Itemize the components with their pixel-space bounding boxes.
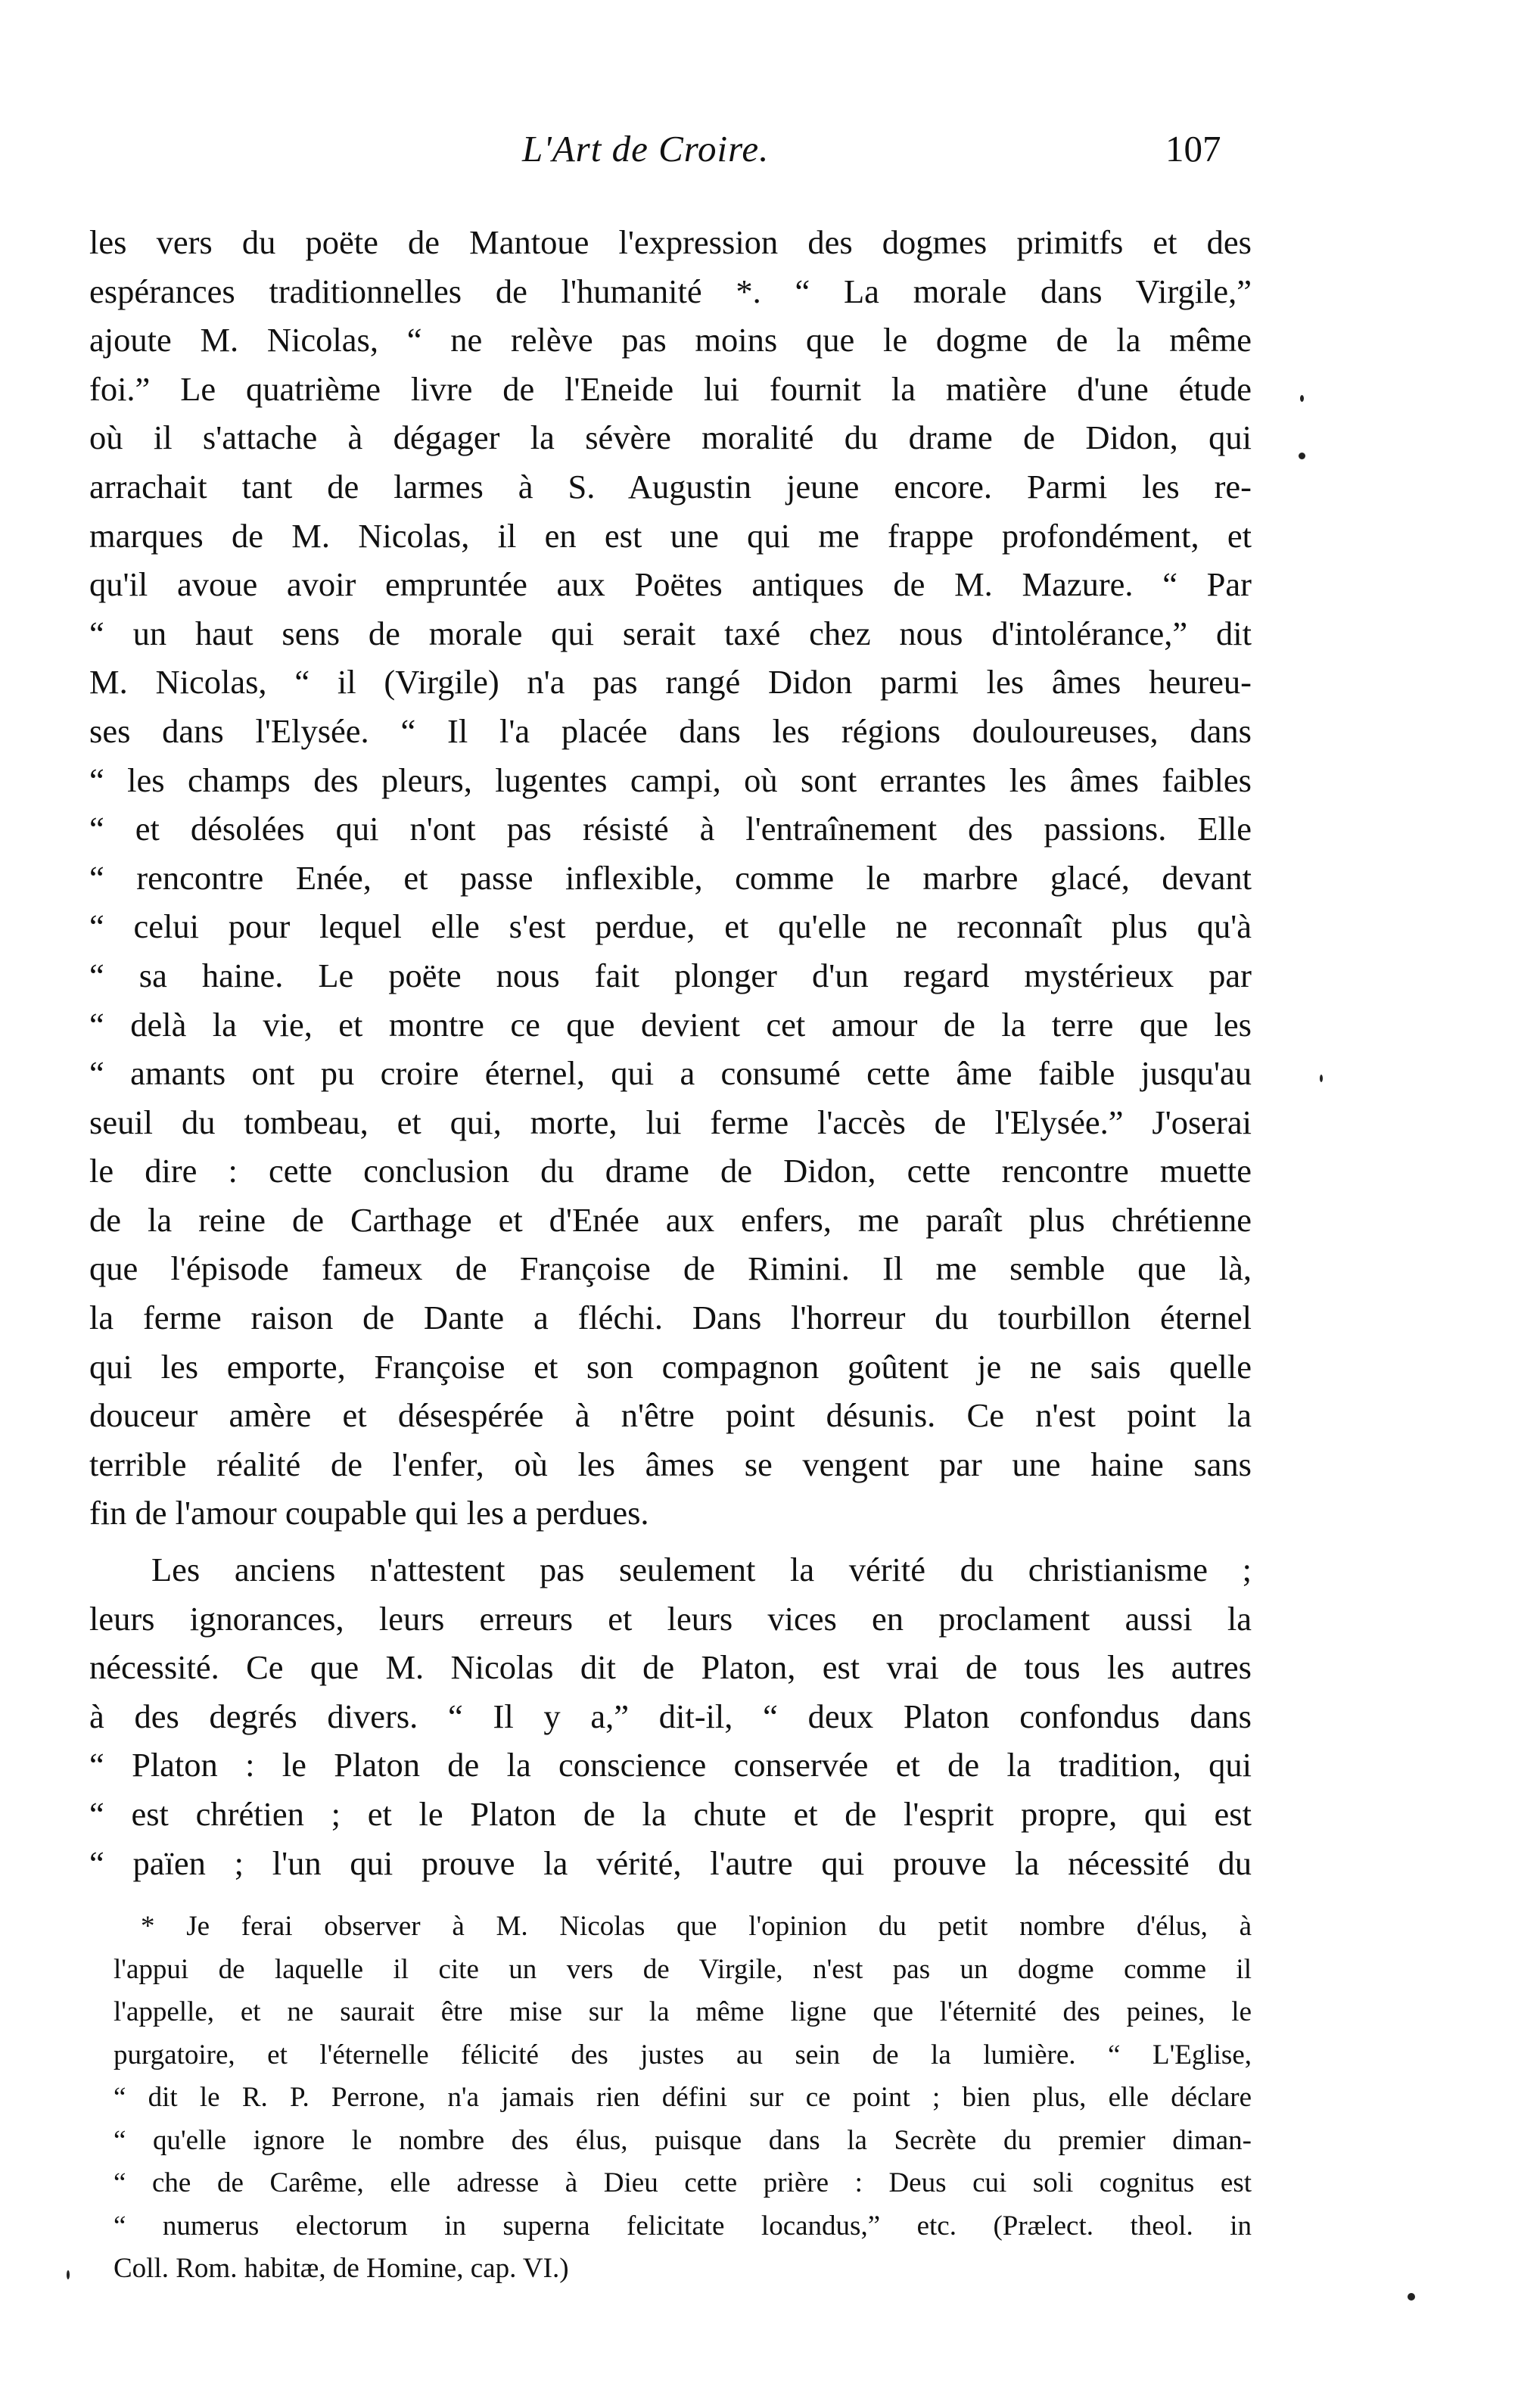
text-line: “ delà la vie, et montre ce que devient cet amour de la terre que les: [89, 1005, 1252, 1044]
page-number: 107: [1165, 128, 1221, 170]
text-line: fin de l'amour coupable qui les a perdues.: [89, 1494, 649, 1532]
text-line: Les anciens n'attestent pas seulement la vérité du christianisme ;: [151, 1551, 1252, 1589]
text-line: “ est chrétien ; et le Platon de la chute et de l'esprit propre, qui est: [89, 1795, 1252, 1833]
text-line: les vers du poëte de Mantoue l'expression des dogmes primitfs et des: [89, 223, 1252, 261]
text-line: M. Nicolas, “ il (Virgile) n'a pas rangé Didon parmi les âmes heureu-: [89, 663, 1252, 702]
text-line: marques de M. Nicolas, il en est une qui me frappe profondément, et: [89, 516, 1252, 555]
scan-speck: [1320, 1075, 1323, 1082]
scan-speck: [1408, 2293, 1415, 2301]
text-line: douceur amère et désespérée à n'être point désunis. Ce n'est point la: [89, 1396, 1252, 1435]
footnote-line: “ qu'elle ignore le nombre des élus, puisque dans la Secrète du premier diman-: [114, 2124, 1252, 2156]
footnote-line: purgatoire, et l'éternelle félicité des justes au sein de la lumière. “ L'Eglise,: [114, 2039, 1252, 2070]
text-line: qu'il avoue avoir empruntée aux Poëtes antiques de M. Mazure. “ Par: [89, 565, 1252, 604]
footnote-line: * Je ferai observer à M. Nicolas que l'opinion du petit nombre d'élus, à: [141, 1911, 1252, 1942]
text-line: “ celui pour lequel elle s'est perdue, et qu'elle ne reconnaît plus qu'à: [89, 907, 1252, 946]
text-line: “ amants ont pu croire éternel, qui a consumé cette âme faible jusqu'au: [89, 1054, 1252, 1093]
text-line: ses dans l'Elysée. “ Il l'a placée dans les régions douloureuses, dans: [89, 711, 1252, 750]
text-line: “ les champs des pleurs, lugentes campi, où sont errantes les âmes faibles: [89, 761, 1252, 799]
footnote-line: “ numerus electorum in superna felicitate locandus,” etc. (Prælect. theol. in: [114, 2210, 1252, 2242]
footnote-line: l'appelle, et ne saurait être mise sur la même ligne que l'éternité des peines, le: [114, 1996, 1252, 2027]
footnote-line: “ che de Carême, elle adresse à Dieu cette prière : Deus cui soli cognitus est: [114, 2167, 1252, 2198]
text-line: seuil du tombeau, et qui, morte, lui ferme l'accès de l'Elysée.” J'oserai: [89, 1103, 1252, 1141]
text-line: qui les emporte, Françoise et son compagnon goûtent je ne sais quelle: [89, 1347, 1252, 1386]
main-text: [89, 218, 1252, 1887]
text-line: “ rencontre Enée, et passe inflexible, comme le marbre glacé, devant: [89, 858, 1252, 897]
text-line: espérances traditionnelles de l'humanité *. “ La morale dans Virgile,”: [89, 272, 1252, 310]
text-line: “ un haut sens de morale qui serait taxé chez nous d'intolérance,” dit: [89, 614, 1252, 652]
scan-speck: [1300, 395, 1304, 402]
text-line: leurs ignorances, leurs erreurs et leurs vices en proclament aussi la: [89, 1599, 1252, 1638]
text-line: arrachait tant de larmes à S. Augustin jeune encore. Parmi les re-: [89, 467, 1252, 506]
running-title: L'Art de Croire.: [522, 128, 770, 170]
page-header: [0, 127, 1518, 180]
footnote-line: “ dit le R. P. Perrone, n'a jamais rien défini sur ce point ; bien plus, elle déclare: [114, 2082, 1252, 2113]
text-line: “ sa haine. Le poëte nous fait plonger d'un regard mystérieux par: [89, 956, 1252, 994]
text-line: terrible réalité de l'enfer, où les âmes se vengent par une haine sans: [89, 1445, 1252, 1483]
text-line: le dire : cette conclusion du drame de Didon, cette rencontre muette: [89, 1152, 1252, 1190]
text-line: la ferme raison de Dante a fléchi. Dans l'horreur du tourbillon éternel: [89, 1299, 1252, 1337]
footnote-line: Coll. Rom. habitæ, de Homine, cap. VI.): [114, 2253, 569, 2284]
text-line: “ et désolées qui n'ont pas résisté à l'entraînement des passions. Elle: [89, 810, 1252, 848]
footnote: [114, 1906, 1252, 2291]
text-line: nécessité. Ce que M. Nicolas dit de Platon, est vrai de tous les autres: [89, 1648, 1252, 1687]
text-line: ajoute M. Nicolas, “ ne relève pas moins que le dogme de la même: [89, 321, 1252, 359]
text-line: “ païen ; l'un qui prouve la vérité, l'autre qui prouve la nécessité du: [89, 1843, 1252, 1882]
text-line: foi.” Le quatrième livre de l'Eneide lui fournit la matière d'une étude: [89, 369, 1252, 408]
text-line: que l'épisode fameux de Françoise de Rimini. Il me semble que là,: [89, 1249, 1252, 1288]
scan-speck: [1299, 453, 1305, 459]
text-line: “ Platon : le Platon de la conscience conservée et de la tradition, qui: [89, 1746, 1252, 1784]
text-line: de la reine de Carthage et d'Enée aux enfers, me paraît plus chrétienne: [89, 1200, 1252, 1239]
text-line: où il s'attache à dégager la sévère moralité du drame de Didon, qui: [89, 418, 1252, 457]
text-line: à des degrés divers. “ Il y a,” dit-il, “ deux Platon confondus dans: [89, 1697, 1252, 1735]
paragraph-gap: [89, 1538, 1252, 1545]
scan-speck: [67, 2270, 70, 2279]
footnote-line: l'appui de laquelle il cite un vers de Virgile, n'est pas un dogme comme il: [114, 1953, 1252, 1985]
